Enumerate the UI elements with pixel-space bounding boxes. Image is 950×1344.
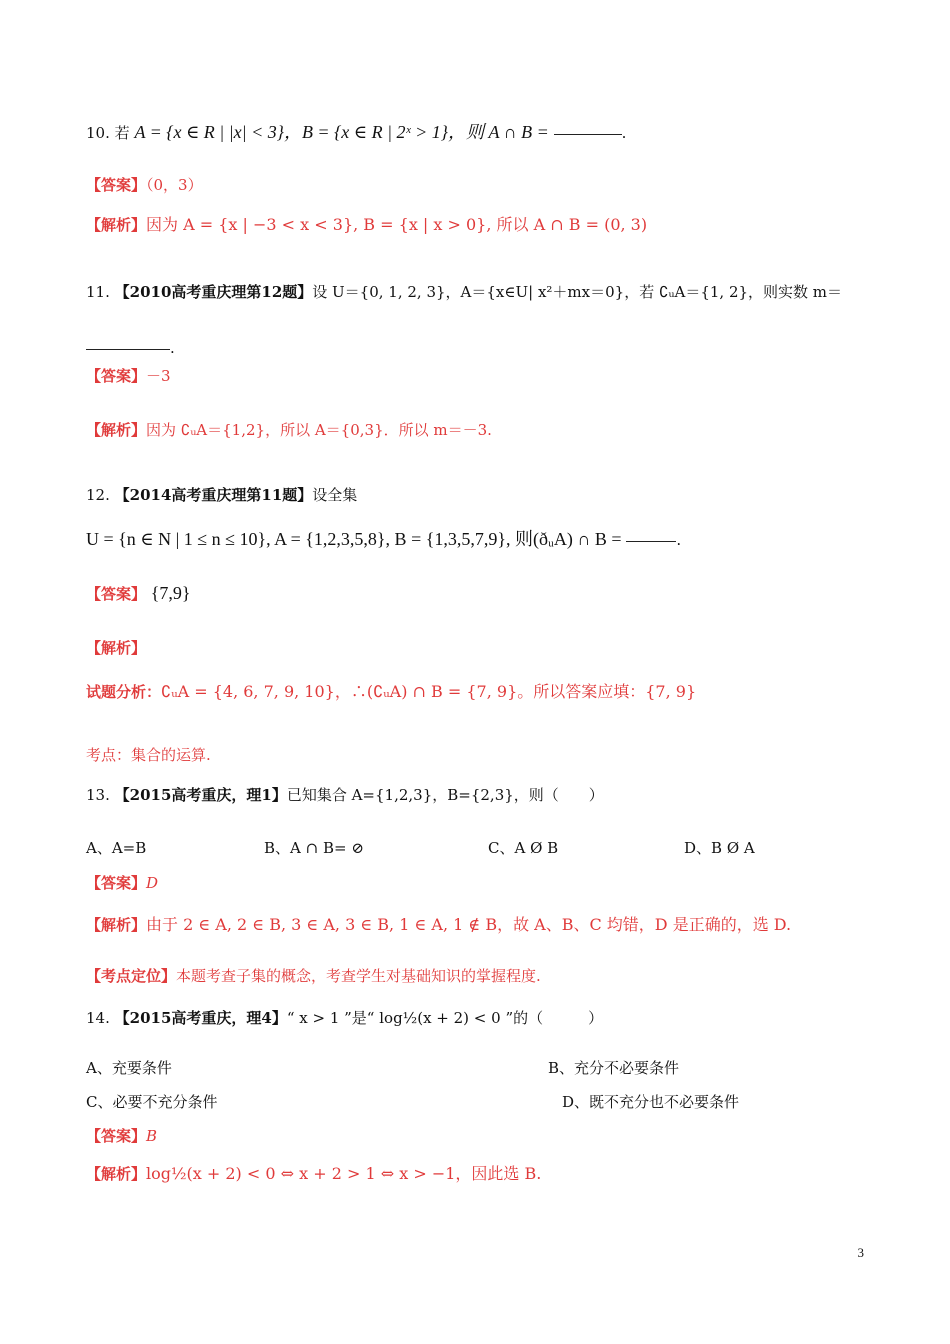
q14-line — [86, 1008, 603, 1028]
q10-expression: A = {x ∈ R | |x| < 3}，B = {x ∈ R | 2ˣ > 1}，则 A ∩ B = — [134, 122, 549, 142]
q12-analysis — [86, 682, 696, 702]
q12-analysis-heading — [86, 638, 146, 658]
q13-answer — [86, 873, 158, 893]
q13-kaodian — [86, 966, 541, 986]
q14-answer-label: 【答案】 — [86, 1127, 147, 1145]
q13-answer-value: D — [146, 874, 159, 892]
q11-analysis-text: 因为 ∁ᵤA＝{1,2}，所以 A＝{0,3}．所以 m＝－3. — [146, 421, 492, 439]
q11-line — [86, 282, 842, 302]
q14-number: 14. — [86, 1009, 110, 1027]
q12-tail: . — [676, 531, 682, 549]
q12-line — [86, 485, 357, 505]
q12-number: 12. — [86, 486, 110, 504]
q11-tail: . — [170, 339, 175, 357]
q11-source: 【2010高考重庆理第12题】 — [114, 283, 313, 301]
q13-analysis — [86, 915, 791, 935]
q11-stem: 设 U＝{0, 1, 2, 3}，A＝{x∈U| x²＋mx＝0}，若 ∁ᵤA＝{1, 2}，则实数 m＝ — [312, 283, 843, 301]
q13-analysis-label: 【解析】 — [86, 916, 147, 934]
q12-answer — [86, 583, 191, 604]
q13-option-b: B、A ∩ B= ⊘ — [264, 839, 364, 857]
q14-source: 【2015高考重庆，理4】 — [114, 1009, 287, 1027]
q14-answer-value: B — [146, 1127, 158, 1145]
q11-blank — [86, 349, 170, 350]
q11-number: 11. — [86, 283, 110, 301]
q10-number: 10. — [86, 124, 110, 142]
q11-analysis — [86, 420, 492, 440]
q14-option-a: A、充要条件 — [86, 1059, 172, 1077]
q11-blank-line — [86, 338, 175, 358]
page-number: 3 — [857, 1245, 864, 1260]
q12-expression: U = {n ∈ N | 1 ≤ n ≤ 10}, A = {1,2,3,5,8}, B = {1,3,5,7,9}, 则(ðᵤA) ∩ B = — [86, 529, 622, 549]
q13-option-c: C、A Ø B — [488, 839, 559, 857]
q14-option-c: C、必要不充分条件 — [86, 1093, 218, 1111]
q14-analysis-text: log½(x + 2) < 0 ⇔ x + 2 > 1 ⇔ x > −1，因此选 B. — [146, 1164, 542, 1183]
q10-tail: . — [621, 124, 627, 142]
q13-option-d: D、B Ø A — [684, 839, 755, 857]
q12-answer-label: 【答案】 — [86, 585, 147, 603]
q14-option-d: D、既不充分也不必要条件 — [562, 1093, 740, 1111]
q13-number: 13. — [86, 786, 110, 804]
q12-analysis-intro: 试题分析： — [86, 683, 162, 701]
q13-kaodian-label: 【考点定位】 — [86, 967, 177, 985]
q14-analysis — [86, 1164, 541, 1184]
q12-analysis-label: 【解析】 — [86, 639, 147, 657]
q10-blank — [554, 134, 622, 135]
q10-answer — [86, 175, 203, 195]
q10-analysis-label: 【解析】 — [86, 216, 147, 234]
q13-stem: 已知集合 A={1,2,3}，B={2,3}，则（ ） — [286, 786, 604, 804]
q14-option-b: B、充分不必要条件 — [548, 1059, 680, 1077]
q11-answer-label: 【答案】 — [86, 367, 147, 385]
q13-source: 【2015高考重庆，理1】 — [114, 786, 287, 804]
q13-analysis-text: 由于 2 ∈ A, 2 ∈ B, 3 ∈ A, 3 ∈ B, 1 ∈ A, 1 ∉ B，故 A、B、C 均错，D 是正确的，选 D. — [146, 915, 792, 934]
q11-answer — [86, 366, 171, 386]
q13-answer-label: 【答案】 — [86, 874, 147, 892]
q10-answer-value: （0，3） — [146, 176, 203, 194]
q11-analysis-label: 【解析】 — [86, 421, 147, 439]
q12-stem: 设全集 — [312, 486, 358, 504]
q12-source: 【2014高考重庆理第11题】 — [114, 486, 313, 504]
q14-stem: “ x > 1 ”是“ log½(x + 2) < 0 ”的（ ） — [286, 1009, 604, 1027]
q14-answer — [86, 1126, 157, 1146]
q12-expression-line — [86, 529, 681, 550]
q10-line — [86, 122, 626, 143]
q12-kaodian — [86, 745, 211, 765]
q12-kaodian-text: 考点：集合的运算. — [86, 746, 211, 764]
q12-analysis-text: ∁ᵤA = {4, 6, 7, 9, 10}，∴(∁ᵤA) ∩ B = {7, 9}。所以答案应填：{7, 9} — [161, 682, 697, 701]
q13-option-a: A、A=B — [86, 839, 147, 857]
q10-analysis-text: 因为 A = {x | −3 < x < 3}, B = {x | x > 0}, 所以 A ∩ B = (0, 3) — [146, 215, 648, 234]
q14-analysis-label: 【解析】 — [86, 1165, 147, 1183]
q10-lead: 若 — [114, 124, 130, 142]
q13-kaodian-text: 本题考查子集的概念，考查学生对基础知识的掌握程度. — [176, 967, 541, 985]
q10-analysis — [86, 215, 647, 235]
q12-blank — [626, 541, 676, 542]
q10-answer-label: 【答案】 — [86, 176, 147, 194]
q11-answer-value: －3 — [146, 367, 171, 385]
q13-line — [86, 785, 604, 805]
q12-answer-value: {7,9} — [150, 583, 191, 603]
